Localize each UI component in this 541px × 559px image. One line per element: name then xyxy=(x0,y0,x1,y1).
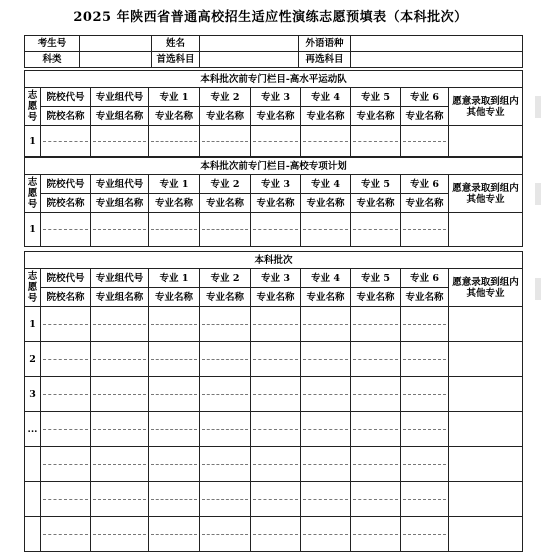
major-6-header: 专业 6 xyxy=(401,175,449,194)
major-2-header: 专业 2 xyxy=(200,269,251,288)
seq-number xyxy=(25,482,41,517)
entry-cell[interactable] xyxy=(251,213,301,247)
seq-number: 2 xyxy=(25,342,41,377)
major-6-header: 专业 6 xyxy=(401,88,449,107)
major-name-header: 专业名称 xyxy=(200,107,251,126)
entry-cell[interactable] xyxy=(351,447,401,482)
entry-cell[interactable] xyxy=(91,126,149,157)
major-name-header: 专业名称 xyxy=(401,107,449,126)
seq-number: 3 xyxy=(25,377,41,412)
entry-cell[interactable] xyxy=(351,342,401,377)
volunteer-section-table xyxy=(24,70,523,157)
entry-cell[interactable] xyxy=(91,412,149,447)
entry-cell[interactable] xyxy=(401,377,449,412)
entry-cell[interactable] xyxy=(251,377,301,412)
entry-cell[interactable] xyxy=(149,126,200,157)
subject-type-label: 科类 xyxy=(25,52,80,68)
volunteer-section-table xyxy=(24,157,523,247)
entry-cell[interactable] xyxy=(41,213,91,247)
accept-other-cell[interactable] xyxy=(449,482,523,517)
major-1-header: 专业 1 xyxy=(149,269,200,288)
seq-number: 1 xyxy=(25,213,41,247)
major-5-header: 专业 5 xyxy=(351,88,401,107)
entry-cell[interactable] xyxy=(200,126,251,157)
major-5-header: 专业 5 xyxy=(351,269,401,288)
seq-number: 1 xyxy=(25,307,41,342)
entry-cell[interactable] xyxy=(251,482,301,517)
seq-number: 1 xyxy=(25,126,41,157)
section-title: 本科批次前专门栏目-高水平运动队 xyxy=(25,71,523,88)
accept-other-cell[interactable] xyxy=(449,126,523,157)
seq-header: 志愿号 xyxy=(25,175,41,213)
seq-number xyxy=(25,447,41,482)
entry-cell[interactable] xyxy=(41,126,91,157)
entry-cell[interactable] xyxy=(401,307,449,342)
major-6-header: 专业 6 xyxy=(401,269,449,288)
accept-other-cell[interactable] xyxy=(449,213,523,247)
entry-cell[interactable] xyxy=(401,213,449,247)
scroll-edge-marker xyxy=(535,96,541,118)
entry-cell[interactable] xyxy=(301,517,351,552)
entry-cell[interactable] xyxy=(41,517,91,552)
entry-cell[interactable] xyxy=(200,307,251,342)
major-2-header: 专业 2 xyxy=(200,175,251,194)
entry-cell[interactable] xyxy=(351,412,401,447)
major-5-header: 专业 5 xyxy=(351,175,401,194)
entry-cell[interactable] xyxy=(149,377,200,412)
college-code-header: 院校代号 xyxy=(41,269,91,288)
entry-cell[interactable] xyxy=(200,482,251,517)
entry-cell[interactable] xyxy=(91,482,149,517)
major-4-header: 专业 4 xyxy=(301,88,351,107)
entry-cell[interactable] xyxy=(401,447,449,482)
entry-cell[interactable] xyxy=(401,482,449,517)
entry-cell[interactable] xyxy=(91,377,149,412)
major-name-header: 专业名称 xyxy=(251,288,301,307)
entry-cell[interactable] xyxy=(401,412,449,447)
major-1-header: 专业 1 xyxy=(149,88,200,107)
entry-cell[interactable] xyxy=(200,447,251,482)
accept-other-header: 愿意录取到组内其他专业 xyxy=(449,88,523,126)
major-name-header: 专业名称 xyxy=(351,288,401,307)
accept-other-cell[interactable] xyxy=(449,342,523,377)
major-1-header: 专业 1 xyxy=(149,175,200,194)
entry-cell[interactable] xyxy=(149,342,200,377)
entry-cell[interactable] xyxy=(351,482,401,517)
entry-cell[interactable] xyxy=(351,307,401,342)
major-name-header: 专业名称 xyxy=(251,194,301,213)
group-name-header: 专业组名称 xyxy=(91,107,149,126)
entry-cell[interactable] xyxy=(41,377,91,412)
entry-cell[interactable] xyxy=(149,412,200,447)
entry-cell[interactable] xyxy=(301,342,351,377)
major-4-header: 专业 4 xyxy=(301,269,351,288)
major-name-header: 专业名称 xyxy=(149,107,200,126)
entry-cell[interactable] xyxy=(200,342,251,377)
section-title: 本科批次 xyxy=(25,252,523,269)
accept-other-cell[interactable] xyxy=(449,517,523,552)
entry-cell[interactable] xyxy=(41,447,91,482)
entry-cell[interactable] xyxy=(41,342,91,377)
exam-no-field[interactable] xyxy=(80,36,152,52)
seq-number: ... xyxy=(25,412,41,447)
major-3-header: 专业 3 xyxy=(251,175,301,194)
college-name-header: 院校名称 xyxy=(41,107,91,126)
entry-cell[interactable] xyxy=(251,342,301,377)
seq-header: 志愿号 xyxy=(25,88,41,126)
major-name-header: 专业名称 xyxy=(401,288,449,307)
subject-type-field[interactable] xyxy=(80,52,152,68)
major-3-header: 专业 3 xyxy=(251,88,301,107)
entry-cell[interactable] xyxy=(251,412,301,447)
accept-other-header: 愿意录取到组内其他专业 xyxy=(449,269,523,307)
entry-cell[interactable] xyxy=(301,377,351,412)
major-name-header: 专业名称 xyxy=(301,107,351,126)
group-code-header: 专业组代号 xyxy=(91,175,149,194)
entry-cell[interactable] xyxy=(200,517,251,552)
second-subject-label: 再选科目 xyxy=(299,52,351,68)
entry-cell[interactable] xyxy=(401,126,449,157)
college-name-header: 院校名称 xyxy=(41,194,91,213)
entry-cell[interactable] xyxy=(301,447,351,482)
group-code-header: 专业组代号 xyxy=(91,88,149,107)
entry-cell[interactable] xyxy=(301,213,351,247)
foreign-language-field[interactable] xyxy=(351,36,523,52)
first-subject-field[interactable] xyxy=(200,52,299,68)
form-title: 2025 年陕西省普通高校招生适应性演练志愿预填表（本科批次） xyxy=(73,10,468,25)
entry-cell[interactable] xyxy=(351,377,401,412)
accept-other-cell[interactable] xyxy=(449,447,523,482)
name-label: 姓名 xyxy=(152,36,200,52)
entry-cell[interactable] xyxy=(301,482,351,517)
major-name-header: 专业名称 xyxy=(200,288,251,307)
entry-cell[interactable] xyxy=(351,126,401,157)
group-name-header: 专业组名称 xyxy=(91,288,149,307)
major-name-header: 专业名称 xyxy=(351,107,401,126)
major-name-header: 专业名称 xyxy=(200,194,251,213)
major-name-header: 专业名称 xyxy=(149,288,200,307)
entry-cell[interactable] xyxy=(41,412,91,447)
accept-other-cell[interactable] xyxy=(449,307,523,342)
entry-cell[interactable] xyxy=(200,213,251,247)
entry-cell[interactable] xyxy=(91,517,149,552)
entry-cell[interactable] xyxy=(251,126,301,157)
major-name-header: 专业名称 xyxy=(251,107,301,126)
group-code-header: 专业组代号 xyxy=(91,269,149,288)
major-name-header: 专业名称 xyxy=(301,194,351,213)
seq-header: 志愿号 xyxy=(25,269,41,307)
college-code-header: 院校代号 xyxy=(41,175,91,194)
entry-cell[interactable] xyxy=(91,213,149,247)
entry-cell[interactable] xyxy=(149,213,200,247)
major-2-header: 专业 2 xyxy=(200,88,251,107)
accept-other-cell[interactable] xyxy=(449,377,523,412)
entry-cell[interactable] xyxy=(301,126,351,157)
major-name-header: 专业名称 xyxy=(351,194,401,213)
exam-no-label: 考生号 xyxy=(25,36,80,52)
scroll-edge-marker xyxy=(535,278,541,300)
entry-cell[interactable] xyxy=(149,307,200,342)
major-name-header: 专业名称 xyxy=(149,194,200,213)
entry-cell[interactable] xyxy=(351,517,401,552)
major-4-header: 专业 4 xyxy=(301,175,351,194)
major-3-header: 专业 3 xyxy=(251,269,301,288)
entry-cell[interactable] xyxy=(301,307,351,342)
college-name-header: 院校名称 xyxy=(41,288,91,307)
entry-cell[interactable] xyxy=(149,447,200,482)
entry-cell[interactable] xyxy=(149,482,200,517)
entry-cell[interactable] xyxy=(200,377,251,412)
volunteer-section-table xyxy=(24,251,523,552)
major-name-header: 专业名称 xyxy=(301,288,351,307)
entry-cell[interactable] xyxy=(351,213,401,247)
student-info-table xyxy=(24,35,523,68)
entry-cell[interactable] xyxy=(41,482,91,517)
entry-cell[interactable] xyxy=(251,307,301,342)
entry-cell[interactable] xyxy=(200,412,251,447)
entry-cell[interactable] xyxy=(41,307,91,342)
accept-other-header: 愿意录取到组内其他专业 xyxy=(449,175,523,213)
accept-other-cell[interactable] xyxy=(449,412,523,447)
group-name-header: 专业组名称 xyxy=(91,194,149,213)
entry-cell[interactable] xyxy=(251,447,301,482)
first-subject-label: 首选科目 xyxy=(152,52,200,68)
entry-cell[interactable] xyxy=(91,447,149,482)
entry-cell[interactable] xyxy=(401,342,449,377)
entry-cell[interactable] xyxy=(251,517,301,552)
scroll-edge-marker xyxy=(535,183,541,205)
entry-cell[interactable] xyxy=(301,412,351,447)
entry-cell[interactable] xyxy=(401,517,449,552)
seq-number xyxy=(25,517,41,552)
major-name-header: 专业名称 xyxy=(401,194,449,213)
foreign-language-label: 外语语种 xyxy=(299,36,351,52)
entry-cell[interactable] xyxy=(149,517,200,552)
entry-cell[interactable] xyxy=(91,342,149,377)
entry-cell[interactable] xyxy=(91,307,149,342)
name-field[interactable] xyxy=(200,36,299,52)
second-subject-field[interactable] xyxy=(351,52,523,68)
college-code-header: 院校代号 xyxy=(41,88,91,107)
section-title: 本科批次前专门栏目-高校专项计划 xyxy=(25,158,523,175)
